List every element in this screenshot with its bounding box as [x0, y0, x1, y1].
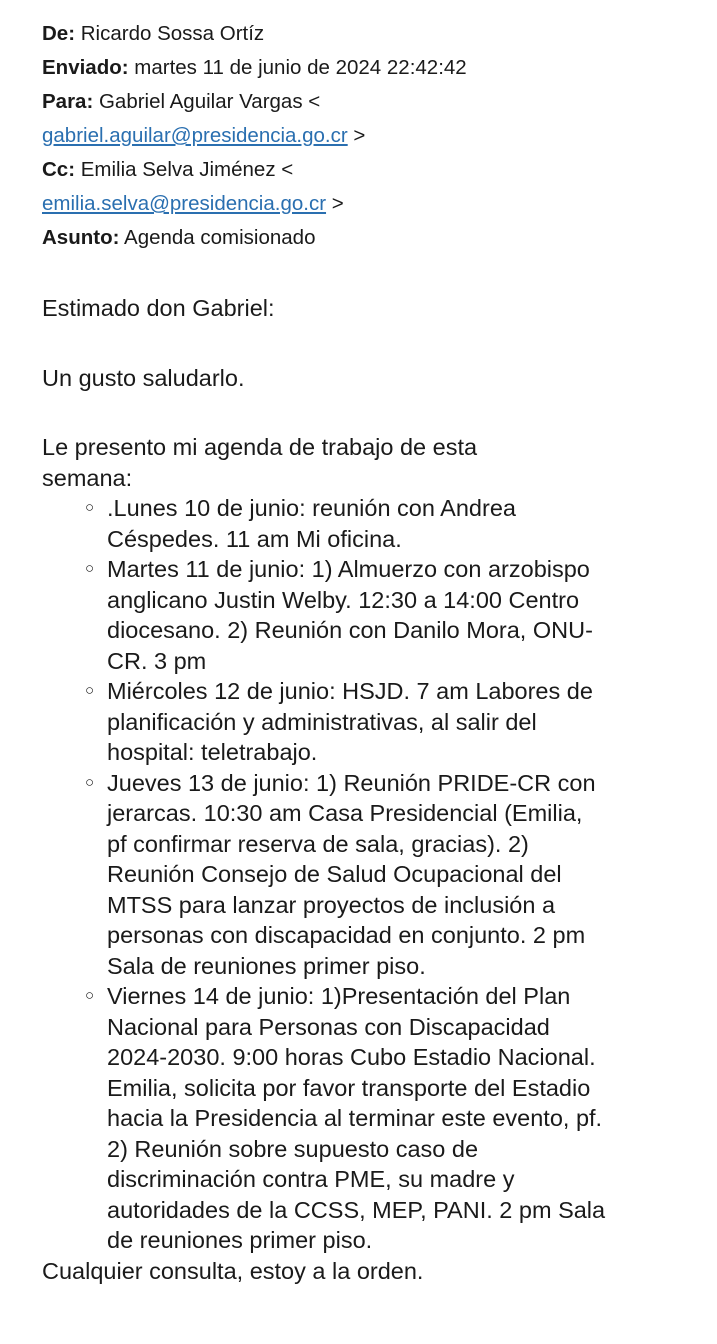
- agenda-list: [42, 493, 607, 1256]
- subject-row: [42, 221, 467, 255]
- email-header: [42, 17, 467, 255]
- to-row: [42, 85, 467, 119]
- to-label: Para:: [42, 90, 94, 113]
- list-item: [85, 554, 607, 676]
- list-item: [85, 493, 607, 554]
- subject-value: Agenda comisionado: [124, 226, 316, 249]
- from-row: [42, 17, 467, 51]
- sent-value: martes 11 de junio de 2024 22:42:42: [134, 56, 467, 79]
- bullet-icon: ○: [85, 499, 95, 516]
- cc-label: Cc:: [42, 158, 76, 181]
- bullet-icon: ○: [85, 773, 95, 791]
- cc-email-link[interactable]: emilia.selva@presidencia.go.cr: [42, 192, 327, 215]
- greeting: Estimado don Gabriel:: [42, 295, 275, 321]
- intro: Un gusto saludarlo.: [42, 364, 245, 391]
- from-label: De:: [42, 22, 76, 45]
- email-body: [42, 293, 682, 1286]
- cc-close: >: [331, 192, 344, 215]
- list-item: [85, 981, 607, 1256]
- agenda-item-text: Viernes 14 de junio: 1)Presentación del Plan Nacional para Personas con Discapacidad 2024-2030. 9:00 horas Cubo Estadio Nacional. Emilia, solicita por favor transporte del Estadio hacia la Presidencia al terminar este evento, pf. 2) Reunión sobre supuesto caso de discriminación contra PME, su madre y autoridades de la CCSS, MEP, PANI. 2 pm Sala de reuniones primer piso.: [107, 983, 606, 1253]
- list-item: [85, 676, 607, 768]
- agenda-item-text: Martes 11 de junio: 1) Almuerzo con arzobispo anglicano Justin Welby. 12:30 a 14:00 Centro diocesano. 2) Reunión con Danilo Mora, ONU-CR. 3 pm: [107, 556, 593, 674]
- agenda-item-text: Miércoles 12 de junio: HSJD. 7 am Labores de planificación y administrativas, al salir del hospital: teletrabajo.: [107, 678, 593, 765]
- bullet-icon: ○: [85, 987, 95, 1004]
- bullet-icon: ○: [85, 560, 95, 577]
- agenda-intro: Le presento mi agenda de trabajo de esta semana:: [42, 434, 478, 491]
- agenda-item-text: .Lunes 10 de junio: reunión con Andrea Céspedes. 11 am Mi oficina.: [107, 495, 516, 552]
- subject-label: Asunto:: [42, 226, 120, 249]
- bullet-icon: ○: [85, 682, 95, 699]
- cc-name: Emilia Selva Jiménez <: [80, 158, 294, 181]
- agenda-item-text: Jueves 13 de junio: 1) Reunión PRIDE-CR con jerarcas. 10:30 am Casa Presidencial (Emilia, pf confirmar reserva de sala, gracias). 2) Reunión Consejo de Salud Ocupacional del MTSS para lanzar proyectos de inclusión a personas con discapacidad en conjunto. 2 pm Sala de reuniones primer piso.: [107, 769, 596, 979]
- closing: Cualquier consulta, estoy a la orden.: [42, 1257, 424, 1284]
- sent-row: [42, 51, 467, 85]
- list-item: [85, 768, 607, 982]
- from-value: Ricardo Sossa Ortíz: [80, 22, 265, 45]
- sent-label: Enviado:: [42, 56, 129, 79]
- to-name: Gabriel Aguilar Vargas <: [98, 90, 321, 113]
- to-email-link[interactable]: gabriel.aguilar@presidencia.go.cr: [42, 124, 348, 147]
- to-close: >: [353, 124, 366, 147]
- cc-row: [42, 153, 467, 187]
